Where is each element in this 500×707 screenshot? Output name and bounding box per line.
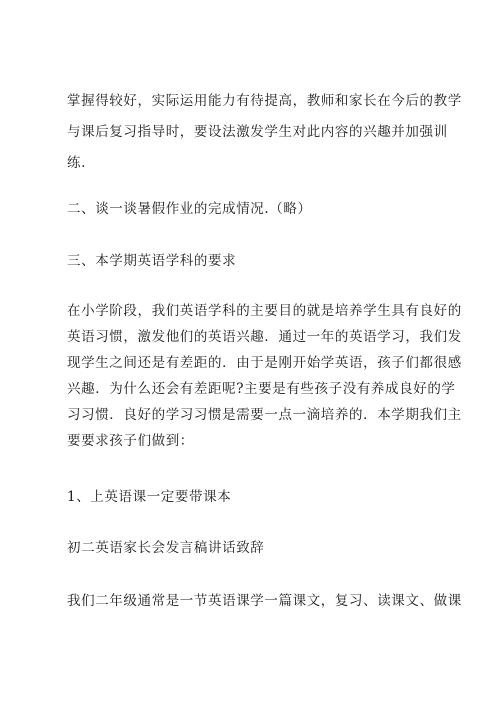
- paragraph-4-line-1: 在小学阶段，我们英语学科的主要目的就是培养学生具有良好的: [67, 303, 462, 319]
- paragraph-4-line-3: 现学生之间还是有差距的．由于是刚开始学英语，孩子们都很感: [67, 355, 462, 371]
- paragraph-1-line-2: 与课后复习指导时，要设法激发学生对此内容的兴趣并加强训: [67, 124, 448, 140]
- paragraph-4-line-6: 要要求孩子们做到：: [67, 433, 194, 449]
- paragraph-4-line-5: 习习惯．良好的学习习惯是需要一点一滴培养的．本学期我们主: [67, 407, 462, 423]
- paragraph-1-line-3: 练.: [67, 155, 86, 171]
- paragraph-4-line-2: 英语习惯，激发他们的英语兴趣．通过一年的英语学习，我们发: [67, 329, 462, 345]
- section-heading-summer-homework: 二、谈一谈暑假作业的完成情况.（略）: [67, 201, 312, 217]
- section-heading-english-requirements: 三、本学期英语学科的要求: [67, 253, 237, 269]
- document-title-line: 初二英语家长会发言稿讲话致辞: [67, 540, 265, 556]
- paragraph-4-line-4: 兴趣．为什么还会有差距呢?主要是有些孩子没有养成良好的学: [67, 381, 456, 397]
- list-item-bring-textbook: 1、上英语课一定要带课本: [67, 489, 232, 505]
- paragraph-last-line-1: 我们二年级通常是一节英语课学一篇课文，复习、读课文、做课: [67, 593, 462, 609]
- paragraph-1-line-1: 掌握得较好，实际运用能力有待提高，教师和家长在今后的教学: [67, 93, 462, 109]
